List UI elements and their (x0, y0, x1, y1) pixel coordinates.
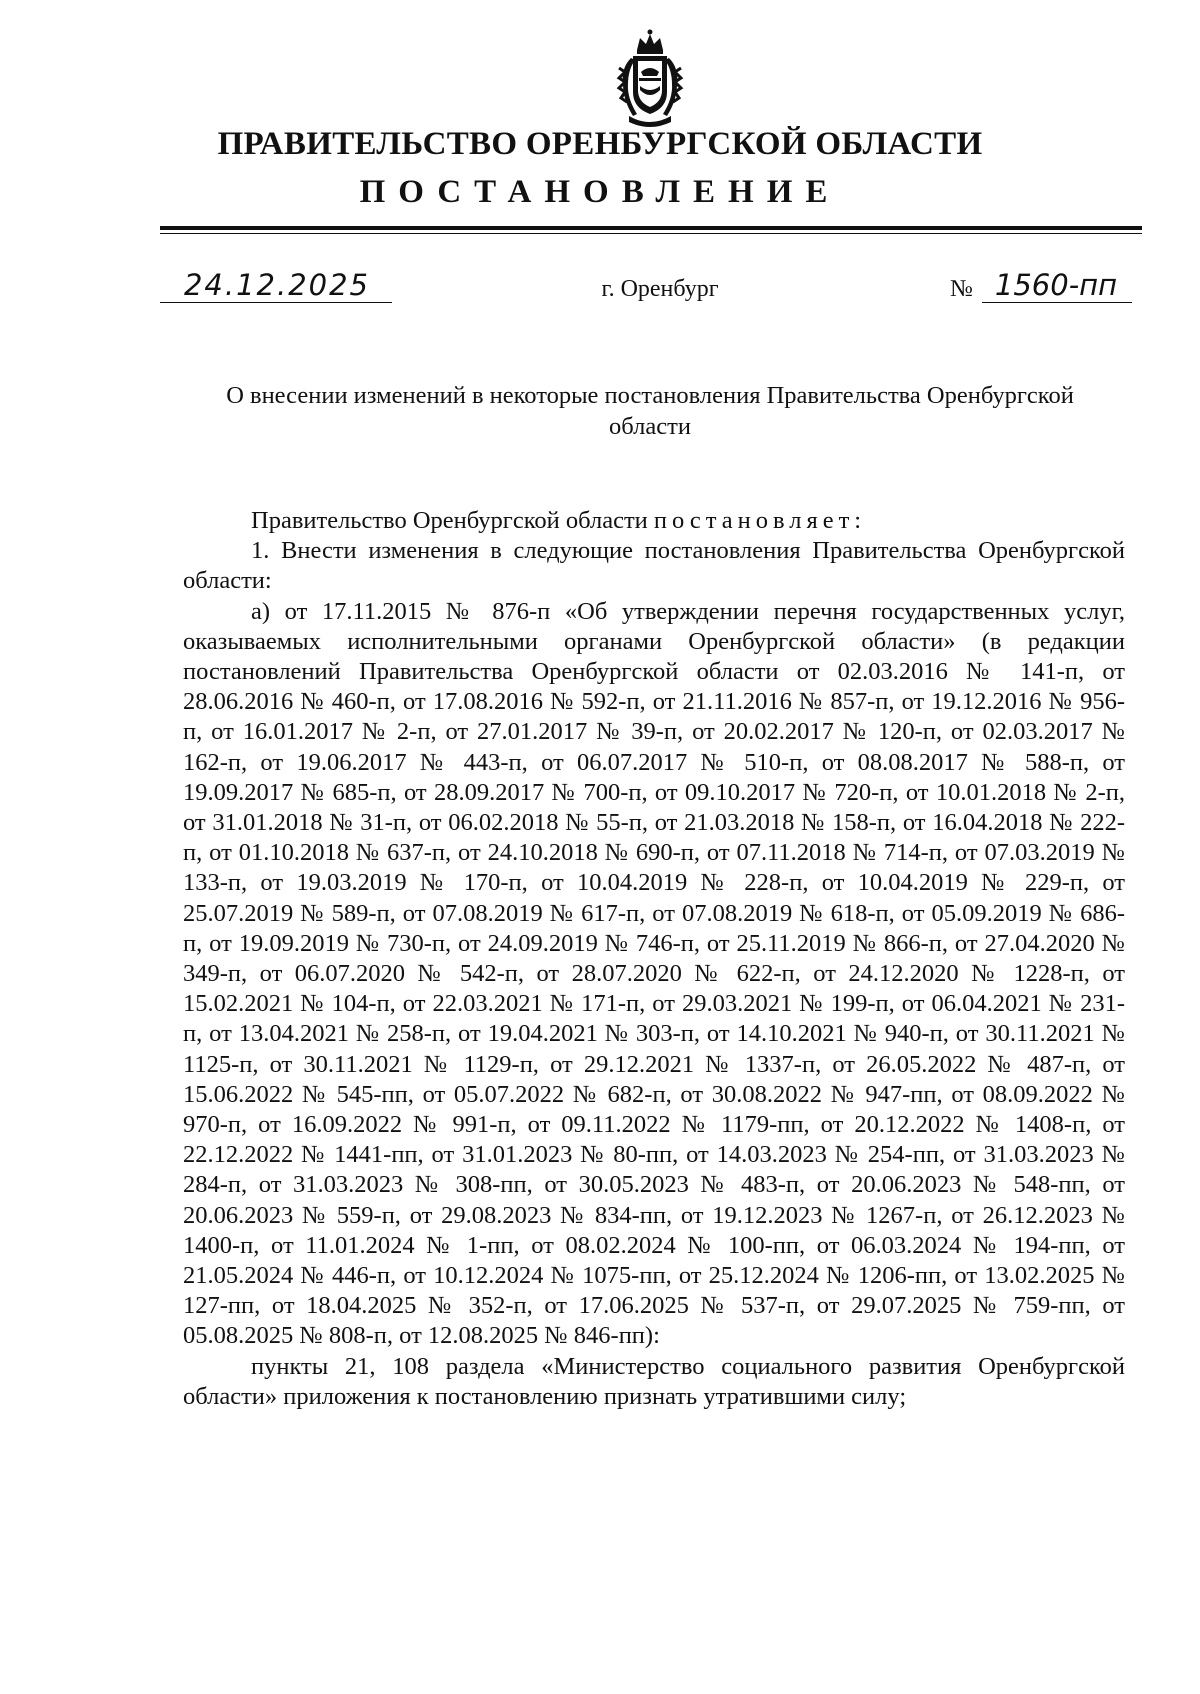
number-underline (982, 302, 1132, 303)
preamble-verb: постановляет: (653, 507, 867, 534)
header-divider-thin (160, 233, 1142, 234)
document-type-heading: ПОСТАНОВЛЕНИЕ (359, 174, 841, 210)
preamble-prefix: Правительство Оренбургской области (251, 507, 648, 534)
organization-title: ПРАВИТЕЛЬСТВО ОРЕНБУРГСКОЙ ОБЛАСТИ (217, 126, 983, 162)
header-divider-thick (160, 226, 1142, 230)
document-date: 24.12.2025 (183, 268, 371, 302)
document-number: 1560-пп (994, 268, 1118, 302)
preamble-paragraph (183, 506, 1125, 536)
document-body (183, 506, 1125, 1412)
document-subject: О внесении изменений в некоторые постановления Правительства Оренбургской области (226, 382, 1074, 440)
coat-of-arms-icon (613, 28, 687, 128)
item-1a-paragraph: а) от 17.11.2015 № 876-п «Об утверждении перечня государственных услуг, оказываемых исполнительными органами Оренбургской области» (в редакции постановлений Правительства Оренбургской области от 02.03.2016 № 141-п, от 28.06.2016 № 460-п, от 17.08.2016 № 592-п, от 21.11.2016 № 857-п, от 19.12.2016 № 956-п, от 16.01.2017 № 2-п, от 27.01.2017 № 39-п, от 20.02.2017 № 120-п, от 02.03.2017 № 162-п, от 19.06.2017 № 443-п, от 06.07.2017 № 510-п, от 08.08.2017 № 588-п, от 19.09.2017 № 685-п, от 28.09.2017 № 700-п, от 09.10.2017 № 720-п, от 10.01.2018 № 2-п, от 31.01.2018 № 31-п, от 06.02.2018 № 55-п, от 21.03.2018 № 158-п, от 16.04.2018 № 222-п, от 01.10.2018 № 637-п, от 24.10.2018 № 690-п, от 07.11.2018 № 714-п, от 07.03.2019 № 133-п, от 19.03.2019 № 170-п, от 10.04.2019 № 228-п, от 10.04.2019 № 229-п, от 25.07.2019 № 589-п, от 07.08.2019 № 617-п, от 07.08.2019 № 618-п, от 05.09.2019 № 686-п, от 19.09.2019 № 730-п, от 24.09.2019 № 746-п, от 25.11.2019 № 866-п, от 27.04.2020 № 349-п, от 06.07.2020 № 542-п, от 28.07.2020 № 622-п, от 24.12.2020 № 1228-п, от 15.02.2021 № 104-п, от 22.03.2021 № 171-п, от 29.03.2021 № 199-п, от 06.04.2021 № 231-п, от 13.04.2021 № 258-п, от 19.04.2021 № 303-п, от 14.10.2021 № 940-п, от 30.11.2021 № 1125-п, от 30.11.2021 № 1129-п, от 29.12.2021 № 1337-п, от 26.05.2022 № 487-п, от 15.06.2022 № 545-пп, от 05.07.2022 № 682-п, от 30.08.2022 № 947-пп, от 08.09.2022 № 970-п, от 16.09.2022 № 991-п, от 09.11.2022 № 1179-пп, от 20.12.2022 № 1408-п, от 22.12.2022 № 1441-пп, от 31.01.2023 № 80-пп, от 14.03.2023 № 254-пп, от 31.03.2023 № 284-п, от 31.03.2023 № 308-пп, от 30.05.2023 № 483-п, от 20.06.2023 № 548-пп, от 20.06.2023 № 559-п, от 29.08.2023 № 834-пп, от 19.12.2023 № 1267-п, от 26.12.2023 № 1400-п, от 11.01.2024 № 1-пп, от 08.02.2024 № 100-пп, от 06.03.2024 № 194-пп, от 21.05.2024 № 446-п, от 10.12.2024 № 1075-пп, от 25.12.2024 № 1206-пп, от 13.02.2025 № 127-пп, от 18.04.2025 № 352-п, от 17.06.2025 № 537-п, от 29.07.2025 № 759-пп, от 05.08.2025 № 808-п, от 12.08.2025 № 846-пп): (183, 597, 1125, 1350)
number-sign: № (950, 276, 973, 302)
item-1a-points-paragraph: пункты 21, 108 раздела «Министерство социального развития Оренбургской области» приложения к постановлению признать утратившими силу; (183, 1352, 1125, 1410)
document-city: г. Оренбург (601, 276, 719, 302)
item-1-paragraph: 1. Внести изменения в следующие постановления Правительства Оренбургской области: (183, 537, 1125, 595)
